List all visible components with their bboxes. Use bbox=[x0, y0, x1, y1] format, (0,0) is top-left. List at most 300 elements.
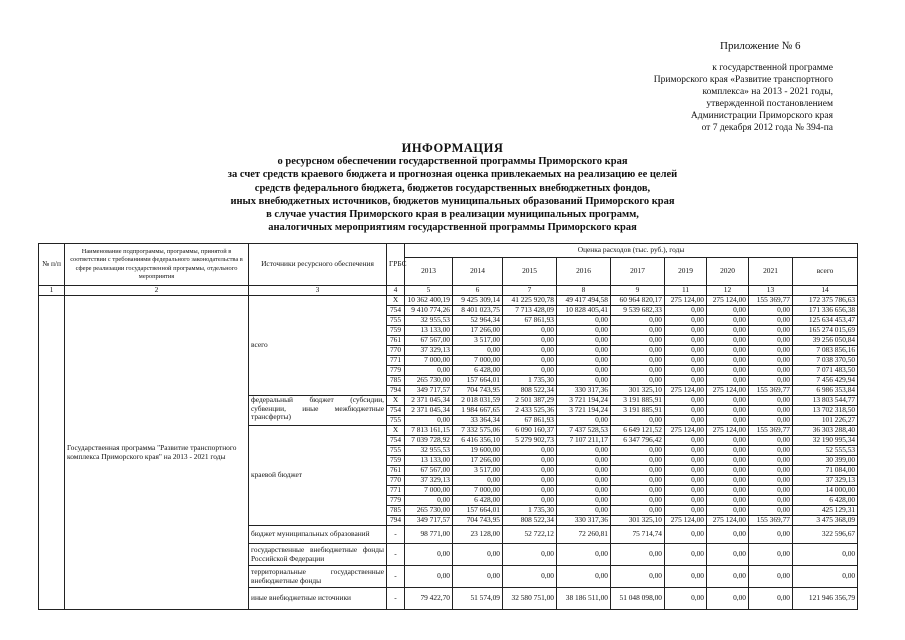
value-cell: 808 522,34 bbox=[503, 516, 557, 526]
appendix-title: Приложение № 6 bbox=[720, 40, 801, 52]
value-cell: 0,00 bbox=[611, 544, 665, 566]
value-cell: 1 984 667,65 bbox=[453, 406, 503, 416]
value-cell: 0,00 bbox=[557, 316, 611, 326]
header-index: 7 bbox=[503, 286, 557, 296]
value-cell: 275 124,00 bbox=[707, 426, 749, 436]
value-cell: 0,00 bbox=[611, 506, 665, 516]
value-cell: 0,00 bbox=[557, 356, 611, 366]
source-label: всего bbox=[249, 296, 387, 396]
value-cell: 2 371 045,34 bbox=[405, 406, 453, 416]
value-cell: 0,00 bbox=[665, 526, 707, 544]
header-index: 12 bbox=[707, 286, 749, 296]
value-cell: 79 422,70 bbox=[405, 588, 453, 610]
value-cell: 3 475 368,09 bbox=[793, 516, 858, 526]
header-year: 2015 bbox=[503, 258, 557, 286]
value-cell: 322 596,67 bbox=[793, 526, 858, 544]
value-cell: 0,00 bbox=[503, 496, 557, 506]
value-cell: 0,00 bbox=[665, 456, 707, 466]
value-cell: 155 369,77 bbox=[749, 516, 793, 526]
value-cell: 6 428,00 bbox=[453, 496, 503, 506]
value-cell: 0,00 bbox=[707, 356, 749, 366]
value-cell: 17 266,00 bbox=[453, 326, 503, 336]
value-cell: 349 717,57 bbox=[405, 386, 453, 396]
value-cell: 171 336 656,38 bbox=[793, 306, 858, 316]
value-cell: 13 133,00 bbox=[405, 326, 453, 336]
value-cell: 36 303 288,40 bbox=[793, 426, 858, 436]
value-cell: 7 107 211,17 bbox=[557, 436, 611, 446]
value-cell: 51 048 098,00 bbox=[611, 588, 665, 610]
value-cell: 0,00 bbox=[665, 544, 707, 566]
value-cell: 0,00 bbox=[749, 588, 793, 610]
value-cell: 0,00 bbox=[453, 566, 503, 588]
value-cell: 301 325,10 bbox=[611, 386, 665, 396]
value-cell: 0,00 bbox=[665, 346, 707, 356]
value-cell: 0,00 bbox=[707, 436, 749, 446]
value-cell: 0,00 bbox=[707, 416, 749, 426]
value-cell: 0,00 bbox=[557, 416, 611, 426]
value-cell: 0,00 bbox=[453, 544, 503, 566]
source-label: бюджет муниципальных образований bbox=[249, 526, 387, 544]
value-cell: 8 401 023,75 bbox=[453, 306, 503, 316]
value-cell: 0,00 bbox=[749, 456, 793, 466]
value-cell: 0,00 bbox=[749, 376, 793, 386]
value-cell: 0,00 bbox=[707, 306, 749, 316]
header-grbs: ГРБС bbox=[387, 244, 405, 286]
grbs-cell: 759 bbox=[387, 456, 405, 466]
value-cell: 52 555,53 bbox=[793, 446, 858, 456]
value-cell: 0,00 bbox=[707, 506, 749, 516]
header-index: 9 bbox=[611, 286, 665, 296]
value-cell: 0,00 bbox=[611, 376, 665, 386]
header-index: 1 bbox=[39, 286, 65, 296]
value-cell: 0,00 bbox=[749, 396, 793, 406]
value-cell: 265 730,00 bbox=[405, 376, 453, 386]
value-cell: 0,00 bbox=[749, 466, 793, 476]
title-line: в случае участия Приморского края в реализации муниципальных программ, bbox=[266, 209, 639, 221]
value-cell: 0,00 bbox=[453, 346, 503, 356]
value-cell: 32 955,53 bbox=[405, 316, 453, 326]
value-cell: 10 362 400,19 bbox=[405, 296, 453, 306]
value-cell: 6 428,00 bbox=[793, 496, 858, 506]
value-cell: 121 946 356,79 bbox=[793, 588, 858, 610]
value-cell: 41 225 920,78 bbox=[503, 296, 557, 306]
value-cell: 155 369,77 bbox=[749, 386, 793, 396]
value-cell: 0,00 bbox=[611, 346, 665, 356]
value-cell: 2 433 525,36 bbox=[503, 406, 557, 416]
value-cell: 6 649 121,52 bbox=[611, 426, 665, 436]
value-cell: 51 574,09 bbox=[453, 588, 503, 610]
grbs-cell: Х bbox=[387, 426, 405, 436]
value-cell: 0,00 bbox=[707, 476, 749, 486]
value-cell: 0,00 bbox=[749, 306, 793, 316]
value-cell: 7 332 575,06 bbox=[453, 426, 503, 436]
approval-line: от 7 декабря 2012 года № 394-па bbox=[701, 123, 833, 133]
value-cell: 32 580 751,00 bbox=[503, 588, 557, 610]
value-cell: 0,00 bbox=[749, 476, 793, 486]
value-cell: 37 329,13 bbox=[405, 476, 453, 486]
value-cell: 7 000,00 bbox=[453, 486, 503, 496]
header-year: 2014 bbox=[453, 258, 503, 286]
header-index: 14 bbox=[793, 286, 858, 296]
value-cell: 7 000,00 bbox=[405, 356, 453, 366]
value-cell: 0,00 bbox=[665, 366, 707, 376]
value-cell: 0,00 bbox=[665, 496, 707, 506]
value-cell: 157 664,01 bbox=[453, 506, 503, 516]
value-cell: 67 861,93 bbox=[503, 316, 557, 326]
value-cell: 0,00 bbox=[665, 506, 707, 516]
value-cell: 0,00 bbox=[557, 486, 611, 496]
value-cell: 0,00 bbox=[707, 456, 749, 466]
value-cell: 0,00 bbox=[611, 456, 665, 466]
value-cell: 0,00 bbox=[707, 446, 749, 456]
value-cell: 1 735,30 bbox=[503, 376, 557, 386]
value-cell: 67 567,00 bbox=[405, 336, 453, 346]
source-label: федеральный бюджет (субсидии, субвенции, иные межбюджетные трансферты) bbox=[249, 396, 387, 426]
value-cell: 0,00 bbox=[749, 446, 793, 456]
value-cell: 0,00 bbox=[749, 356, 793, 366]
value-cell: 2 018 031,59 bbox=[453, 396, 503, 406]
value-cell: 7 000,00 bbox=[453, 356, 503, 366]
header-index: 4 bbox=[387, 286, 405, 296]
value-cell: 275 124,00 bbox=[665, 386, 707, 396]
grbs-cell: - bbox=[387, 588, 405, 610]
grbs-cell: Х bbox=[387, 396, 405, 406]
value-cell: 275 124,00 bbox=[707, 296, 749, 306]
value-cell: 0,00 bbox=[503, 446, 557, 456]
approval-line: Администрации Приморского края bbox=[690, 111, 833, 121]
value-cell: 0,00 bbox=[665, 326, 707, 336]
title-line: средств федерального бюджета, бюджетов государственных внебюджетных фондов, bbox=[254, 182, 651, 194]
value-cell: 125 634 453,47 bbox=[793, 316, 858, 326]
grbs-cell: 771 bbox=[387, 486, 405, 496]
value-cell: 13 803 544,77 bbox=[793, 396, 858, 406]
header-year: 2013 bbox=[405, 258, 453, 286]
value-cell: 19 600,00 bbox=[453, 446, 503, 456]
value-cell: 2 501 387,29 bbox=[503, 396, 557, 406]
value-cell: 6 347 796,42 bbox=[611, 436, 665, 446]
value-cell: 0,00 bbox=[611, 466, 665, 476]
grbs-cell: 785 bbox=[387, 376, 405, 386]
value-cell: 9 539 682,33 bbox=[611, 306, 665, 316]
value-cell: 7 083 856,16 bbox=[793, 346, 858, 356]
value-cell: 0,00 bbox=[557, 506, 611, 516]
value-cell: 265 730,00 bbox=[405, 506, 453, 516]
value-cell: 0,00 bbox=[707, 466, 749, 476]
value-cell: 0,00 bbox=[749, 436, 793, 446]
value-cell: 3 517,00 bbox=[453, 336, 503, 346]
value-cell: 704 743,95 bbox=[453, 386, 503, 396]
grbs-cell: 754 bbox=[387, 436, 405, 446]
value-cell: 0,00 bbox=[707, 406, 749, 416]
value-cell: 52 964,34 bbox=[453, 316, 503, 326]
value-cell: 0,00 bbox=[665, 466, 707, 476]
value-cell: 0,00 bbox=[665, 588, 707, 610]
value-cell: 0,00 bbox=[503, 476, 557, 486]
grbs-cell: 771 bbox=[387, 356, 405, 366]
grbs-cell: 794 bbox=[387, 386, 405, 396]
value-cell: 38 186 511,00 bbox=[557, 588, 611, 610]
value-cell: 0,00 bbox=[665, 376, 707, 386]
value-cell: 0,00 bbox=[557, 496, 611, 506]
value-cell: 330 317,36 bbox=[557, 516, 611, 526]
header-num: № п/п bbox=[39, 244, 65, 286]
value-cell: 32 955,53 bbox=[405, 446, 453, 456]
value-cell: 0,00 bbox=[611, 336, 665, 346]
value-cell: 0,00 bbox=[405, 366, 453, 376]
value-cell: 5 279 902,73 bbox=[503, 436, 557, 446]
value-cell: 0,00 bbox=[503, 456, 557, 466]
grbs-cell: - bbox=[387, 526, 405, 544]
header-index: 5 bbox=[405, 286, 453, 296]
value-cell: 7 000,00 bbox=[405, 486, 453, 496]
value-cell: 0,00 bbox=[749, 406, 793, 416]
value-cell: 49 417 494,58 bbox=[557, 296, 611, 306]
source-label: территориальные государственные внебюджетные фонды bbox=[249, 566, 387, 588]
header-year: 2020 bbox=[707, 258, 749, 286]
value-cell: 0,00 bbox=[611, 446, 665, 456]
title-line: иных внебюджетных источников, бюджетов муниципальных образований Приморского края bbox=[230, 195, 675, 207]
grbs-cell: 755 bbox=[387, 446, 405, 456]
value-cell: 0,00 bbox=[707, 336, 749, 346]
title-line: за счет средств краевого бюджета и прогнозная оценка привлекаемых на реализацию ее целей bbox=[227, 169, 678, 181]
value-cell: 67 861,93 bbox=[503, 416, 557, 426]
value-cell: 0,00 bbox=[503, 346, 557, 356]
grbs-cell: 794 bbox=[387, 516, 405, 526]
value-cell: 7 813 161,15 bbox=[405, 426, 453, 436]
value-cell: 0,00 bbox=[503, 326, 557, 336]
value-cell: 0,00 bbox=[749, 416, 793, 426]
resource-table bbox=[38, 243, 858, 610]
value-cell: 9 425 309,14 bbox=[453, 296, 503, 306]
header-index: 8 bbox=[557, 286, 611, 296]
value-cell: 0,00 bbox=[611, 366, 665, 376]
value-cell: 52 722,12 bbox=[503, 526, 557, 544]
value-cell: 37 329,13 bbox=[405, 346, 453, 356]
value-cell: 0,00 bbox=[665, 306, 707, 316]
value-cell: 7 713 428,09 bbox=[503, 306, 557, 316]
approval-line: утвержденной постановлением bbox=[706, 99, 833, 109]
value-cell: 0,00 bbox=[707, 544, 749, 566]
program-name: Государственная программа "Развитие транспортного комплекса Приморского края" на 2013 - 2021 годы bbox=[65, 296, 249, 610]
value-cell: 0,00 bbox=[557, 476, 611, 486]
value-cell: 0,00 bbox=[793, 566, 858, 588]
value-cell: 0,00 bbox=[557, 326, 611, 336]
value-cell: 165 274 015,69 bbox=[793, 326, 858, 336]
source-label: краевой бюджет bbox=[249, 426, 387, 526]
value-cell: 0,00 bbox=[707, 366, 749, 376]
value-cell: 0,00 bbox=[749, 336, 793, 346]
value-cell: 7 038 370,50 bbox=[793, 356, 858, 366]
value-cell: 72 260,81 bbox=[557, 526, 611, 544]
grbs-cell: 779 bbox=[387, 496, 405, 506]
value-cell: 275 124,00 bbox=[707, 386, 749, 396]
value-cell: 157 664,01 bbox=[453, 376, 503, 386]
value-cell: 0,00 bbox=[707, 526, 749, 544]
table-row bbox=[39, 296, 858, 306]
value-cell: 808 522,34 bbox=[503, 386, 557, 396]
value-cell: 0,00 bbox=[611, 416, 665, 426]
value-cell: 0,00 bbox=[665, 566, 707, 588]
value-cell: 0,00 bbox=[749, 366, 793, 376]
value-cell: 67 567,00 bbox=[405, 466, 453, 476]
value-cell: 101 226,27 bbox=[793, 416, 858, 426]
grbs-cell: 770 bbox=[387, 476, 405, 486]
value-cell: 2 371 045,34 bbox=[405, 396, 453, 406]
value-cell: 7 071 483,50 bbox=[793, 366, 858, 376]
value-cell: 6 986 353,84 bbox=[793, 386, 858, 396]
value-cell: 0,00 bbox=[557, 336, 611, 346]
value-cell: 0,00 bbox=[749, 326, 793, 336]
value-cell: 0,00 bbox=[749, 346, 793, 356]
value-cell: 30 399,00 bbox=[793, 456, 858, 466]
value-cell: 33 364,34 bbox=[453, 416, 503, 426]
approval-line: Приморского края «Развитие транспортного bbox=[653, 75, 833, 85]
value-cell: 330 317,36 bbox=[557, 386, 611, 396]
header-source: Источники ресурсного обеспечения bbox=[249, 244, 387, 286]
value-cell: 0,00 bbox=[665, 486, 707, 496]
value-cell: 0,00 bbox=[557, 376, 611, 386]
value-cell: 0,00 bbox=[749, 566, 793, 588]
row-number-cell bbox=[39, 296, 65, 610]
value-cell: 3 191 885,91 bbox=[611, 406, 665, 416]
value-cell: 0,00 bbox=[665, 416, 707, 426]
title-line: аналогичных мероприятиям государственной программы Приморского края bbox=[268, 222, 637, 234]
header-year: 2016 bbox=[557, 258, 611, 286]
value-cell: 0,00 bbox=[749, 506, 793, 516]
value-cell: 0,00 bbox=[707, 486, 749, 496]
value-cell: 0,00 bbox=[749, 316, 793, 326]
value-cell: 0,00 bbox=[707, 316, 749, 326]
value-cell: 0,00 bbox=[665, 446, 707, 456]
header-estimate: Оценка расходов (тыс. руб.), годы bbox=[405, 244, 858, 258]
value-cell: 0,00 bbox=[665, 316, 707, 326]
value-cell: 301 325,10 bbox=[611, 516, 665, 526]
value-cell: 0,00 bbox=[707, 346, 749, 356]
value-cell: 275 124,00 bbox=[665, 516, 707, 526]
value-cell: 155 369,77 bbox=[749, 296, 793, 306]
value-cell: 0,00 bbox=[405, 544, 453, 566]
value-cell: 0,00 bbox=[707, 396, 749, 406]
value-cell: 172 375 786,63 bbox=[793, 296, 858, 306]
grbs-cell: - bbox=[387, 544, 405, 566]
value-cell: 10 828 405,41 bbox=[557, 306, 611, 316]
value-cell: 6 090 160,37 bbox=[503, 426, 557, 436]
grbs-cell: 759 bbox=[387, 326, 405, 336]
value-cell: 0,00 bbox=[503, 366, 557, 376]
value-cell: 14 000,00 bbox=[793, 486, 858, 496]
document-heading bbox=[0, 142, 905, 234]
value-cell: 0,00 bbox=[557, 456, 611, 466]
value-cell: 0,00 bbox=[665, 406, 707, 416]
grbs-cell: 761 bbox=[387, 336, 405, 346]
value-cell: 0,00 bbox=[557, 544, 611, 566]
grbs-cell: 779 bbox=[387, 366, 405, 376]
header-year: 2021 bbox=[749, 258, 793, 286]
value-cell: 23 128,00 bbox=[453, 526, 503, 544]
source-label: иные внебюджетные источники bbox=[249, 588, 387, 610]
value-cell: 17 266,00 bbox=[453, 456, 503, 466]
value-cell: 0,00 bbox=[793, 544, 858, 566]
table-head bbox=[39, 244, 858, 296]
value-cell: 0,00 bbox=[405, 416, 453, 426]
value-cell: 0,00 bbox=[749, 544, 793, 566]
value-cell: 0,00 bbox=[453, 476, 503, 486]
value-cell: 39 256 050,84 bbox=[793, 336, 858, 346]
header-index: 6 bbox=[453, 286, 503, 296]
value-cell: 0,00 bbox=[611, 326, 665, 336]
title-line: о ресурсном обеспечении государственной программы Приморского края bbox=[277, 156, 628, 168]
source-label: государственные внебюджетные фонды Российской Федерации bbox=[249, 544, 387, 566]
value-cell: 349 717,57 bbox=[405, 516, 453, 526]
value-cell: 3 517,00 bbox=[453, 466, 503, 476]
value-cell: 0,00 bbox=[707, 588, 749, 610]
value-cell: 75 714,74 bbox=[611, 526, 665, 544]
value-cell: 0,00 bbox=[611, 566, 665, 588]
value-cell: 0,00 bbox=[557, 366, 611, 376]
approval-block bbox=[553, 62, 833, 134]
value-cell: 98 771,00 bbox=[405, 526, 453, 544]
value-cell: 425 129,31 bbox=[793, 506, 858, 516]
value-cell: 0,00 bbox=[557, 446, 611, 456]
value-cell: 71 084,00 bbox=[793, 466, 858, 476]
header-year: всего bbox=[793, 258, 858, 286]
value-cell: 0,00 bbox=[707, 376, 749, 386]
value-cell: 0,00 bbox=[503, 544, 557, 566]
header-year: 2017 bbox=[611, 258, 665, 286]
grbs-cell: 785 bbox=[387, 506, 405, 516]
value-cell: 275 124,00 bbox=[665, 426, 707, 436]
value-cell: 0,00 bbox=[749, 486, 793, 496]
grbs-cell: 754 bbox=[387, 406, 405, 416]
value-cell: 32 190 995,34 bbox=[793, 436, 858, 446]
grbs-cell: 770 bbox=[387, 346, 405, 356]
value-cell: 0,00 bbox=[557, 346, 611, 356]
value-cell: 0,00 bbox=[405, 496, 453, 506]
header-index: 13 bbox=[749, 286, 793, 296]
grbs-cell: 755 bbox=[387, 316, 405, 326]
value-cell: 9 410 774,26 bbox=[405, 306, 453, 316]
value-cell: 37 329,13 bbox=[793, 476, 858, 486]
value-cell: 0,00 bbox=[665, 476, 707, 486]
value-cell: 0,00 bbox=[665, 356, 707, 366]
value-cell: 1 735,30 bbox=[503, 506, 557, 516]
grbs-cell: 755 bbox=[387, 416, 405, 426]
value-cell: 275 124,00 bbox=[665, 296, 707, 306]
value-cell: 0,00 bbox=[707, 326, 749, 336]
table-body bbox=[39, 296, 858, 610]
grbs-cell: Х bbox=[387, 296, 405, 306]
value-cell: 3 191 885,91 bbox=[611, 396, 665, 406]
value-cell: 0,00 bbox=[405, 566, 453, 588]
value-cell: 0,00 bbox=[503, 466, 557, 476]
value-cell: 0,00 bbox=[611, 476, 665, 486]
value-cell: 6 428,00 bbox=[453, 366, 503, 376]
value-cell: 7 039 728,92 bbox=[405, 436, 453, 446]
header-year: 2019 bbox=[665, 258, 707, 286]
value-cell: 0,00 bbox=[665, 396, 707, 406]
grbs-cell: 761 bbox=[387, 466, 405, 476]
value-cell: 0,00 bbox=[665, 336, 707, 346]
grbs-cell: 754 bbox=[387, 306, 405, 316]
value-cell: 0,00 bbox=[707, 566, 749, 588]
value-cell: 3 721 194,24 bbox=[557, 396, 611, 406]
value-cell: 0,00 bbox=[503, 336, 557, 346]
value-cell: 155 369,77 bbox=[749, 426, 793, 436]
value-cell: 275 124,00 bbox=[707, 516, 749, 526]
value-cell: 0,00 bbox=[557, 466, 611, 476]
document-title: ИНФОРМАЦИЯ bbox=[401, 141, 504, 155]
value-cell: 0,00 bbox=[749, 526, 793, 544]
